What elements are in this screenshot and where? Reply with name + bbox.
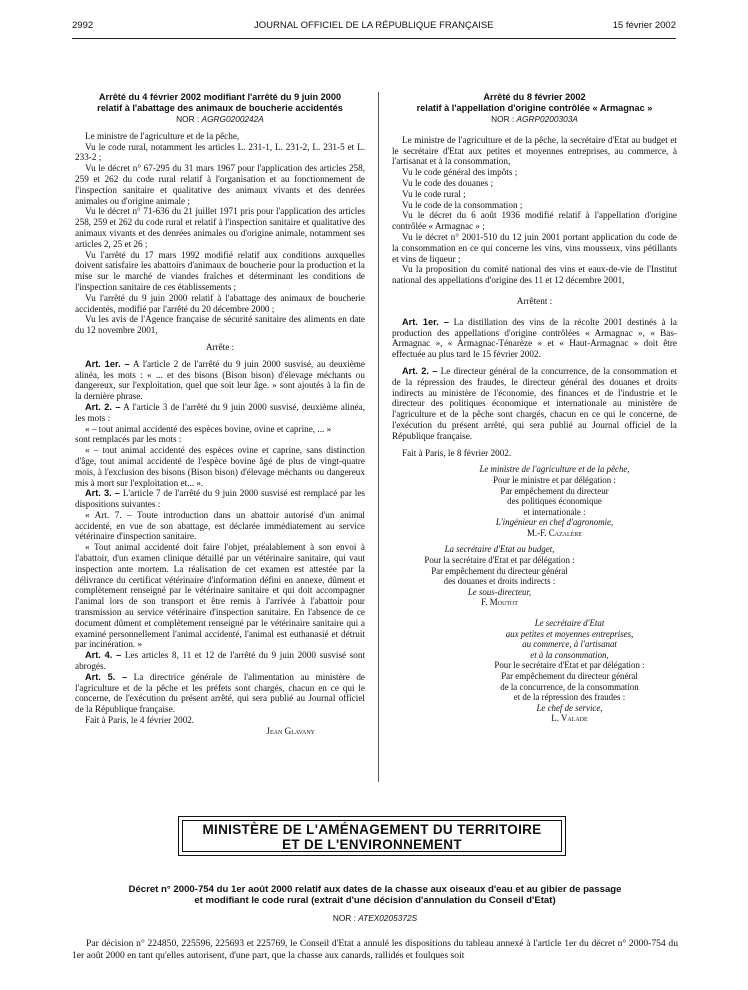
decree-title-line1: Décret n° 2000-754 du 1er août 2000 relatif aux dates de la chasse aux oiseaux d'eau et au gibier de passage [128,884,622,895]
page-header [72,20,676,34]
sig-line: et de la répression des fraudes : [513,692,626,703]
ministry-box [178,816,566,856]
article-label: Art. 2. – [402,365,438,376]
sig-line: Par empêchement du directeur général [501,671,638,681]
sig-line: et internationale : [523,506,586,517]
left-column [75,92,365,737]
sig-line: Le ministre de l'agriculture et de la pêche, [479,464,630,475]
ministry-line1: MINISTÈRE DE L'AMÉNAGEMENT DU TERRITOIRE [202,822,542,837]
article-text: Le directeur général de la concurrence, de la consommation et de la répression des fraudes, le directeur général des douanes et droits indirects au ministère de l'économie, des finances et de l'industrie et le directeur des politiques économique et internationale au ministère de l'agriculture et de la pêche sont chargés, chacun en ce qui le concerne, de l'exécution du présent arrêté, qui sera publié au Journal officiel de la République française. [392,365,678,441]
signature-block-budget [392,544,677,608]
right-para: Vu le code de la consommation ; [402,199,523,210]
right-para: Vu le décret du 6 août 1936 modifié relatif à l'appellation d'origine contrôlée « Armagnac » ; [392,210,677,232]
ministry-line2: ET DE L'ENVIRONNEMENT [282,837,462,852]
left-signature: Jean Glavany [266,725,315,736]
article-text: La distillation des vins de la récolte 2001 destinés à la production des appellations d'origine contrôlées « Armagnac », « Bas-Armagnac », « Armagnac-Ténarèze » et « Haut-Armagnac » doit être effectuée au plus tard le 15 février 2002. [392,316,677,360]
left-quote: « Art. 7. – Toute introduction dans un abattoir autorisé d'un animal accidenté, en vue de son abattage, est déclarée immédiatement au service vétérinaire d'inspection sanitaire. [75,509,365,542]
right-para: Vu le décret n° 2001-510 du 12 juin 2001 portant application du code de la consommation en ce qui concerne les vins, vins mousseux, vins pétillants et vins de liqueur ; [392,231,677,264]
sig-name: L. Valade [551,713,588,724]
article-text: L'article 7 de l'arrêté du 9 juin 2000 susvisé est remplacé par les dispositions suivantes : [75,488,365,510]
right-para: Vu la proposition du comité national des vins et eaux-de-vie de l'Institut national des appellations d'origine des 11 et 12 décembre 2001, [392,264,677,286]
left-article-3 [75,488,365,510]
left-article-2 [75,402,365,424]
right-para: Le ministre de l'agriculture et de la pêche, la secrétaire d'Etat au budget et le secrétaire d'Etat aux petites et moyennes entreprises, au commerce, à l'artisanat et à la consommation, [392,134,677,167]
column-divider [378,92,379,782]
article-label: Art. 5. – [85,671,128,682]
right-article-2 [392,366,677,442]
right-article-1 [392,317,677,360]
sig-line: aux petites et moyennes entreprises, [505,628,634,639]
ministry-heading [182,820,562,852]
left-fait: Fait à Paris, le 4 février 2002. [85,715,195,726]
right-title-line2: relatif à l'appellation d'origine contrôlée « Armagnac » [416,102,653,113]
left-para: Vu l'arrêté du 17 mars 1992 modifié relatif aux conditions auxquelles doivent satisfaire les abattoirs d'animaux de boucherie pour la production et la mise sur le marché de viandes fraîches et déterminant les conditions de l'inspection sanitaire de ces établissements ; [75,249,365,292]
right-fait: Fait à Paris, le 8 février 2002. [402,447,512,458]
decree-title [72,884,678,906]
decree-title-line2: et modifiant le code rural (extrait d'une décision d'annulation du Conseil d'Etat) [194,895,556,906]
nor-code: AGRP0200303A [516,114,578,124]
sig-line: de la concurrence, de la consommation [500,681,639,692]
sig-line: Le secrétaire d'Etat [534,618,605,629]
decree-nor [72,913,678,923]
signature-block-commerce [392,618,677,724]
sig-line: Le chef de service, [536,702,603,713]
right-para: Vu le code général des impôts ; [402,167,518,178]
article-text: A l'article 2 de l'arrêté du 9 juin 2000 susvisé, au deuxième alinéa, les mots : « ... et des bisons (Bison bison) d'élevage méchants ou dangereux, sur l'exploitation, quel que soit leur âge. » sont ajoutés à la fin de la dernière phrase. [75,358,365,402]
article-label: Art. 1er. – [402,316,449,327]
nor-code: ATEX0205372S [358,913,418,923]
article-text: Les articles 8, 11 et 12 de l'arrêté du 9 juin 2000 susvisé sont abrogés. [75,650,365,672]
sig-line: et à la consommation, [530,649,609,660]
sig-line: des douanes et droits indirects : [443,576,556,587]
right-title-line1: Arrêté du 8 février 2002 [483,92,586,102]
left-replaced: sont remplacés par les mots : [75,434,182,445]
left-para: Vu l'arrêté du 9 juin 2000 relatif à l'abattage des animaux de boucherie accidentés, modifié par l'arrêté du 20 décembre 2000 ; [75,292,365,314]
sig-line: Par empêchement du directeur [500,485,609,496]
left-para: Vu le décret n° 71-636 du 21 juillet 1971 pris pour l'application des articles 258, 259 et 262 du code rural et relatif à l'inspection sanitaire et qualitative des animaux vivants et des denrées animales ou d'origine animale, notamment ses articles 2, 25 et 26 ; [75,206,365,249]
left-quote: « – tout animal accidenté des espèces bovine, ovine et caprine, ... » [85,423,332,434]
right-arretent: Arrêtent : [516,295,553,306]
nor-label: NOR : [176,114,200,124]
left-arrete: Arrête : [205,341,235,352]
article-label: Art. 3. – [85,488,120,499]
article-label: Art. 4. – [85,650,122,661]
left-article-5 [75,672,365,715]
right-column [392,92,677,724]
article-label: Art. 1er. – [85,358,130,369]
left-article-4 [75,650,365,672]
sig-line: Le sous-directeur, [467,586,532,597]
left-para: Le ministre de l'agriculture et de la pêche, [85,130,240,141]
journal-title: JOURNAL OFFICIEL DE LA RÉPUBLIQUE FRANÇAISE [254,20,494,31]
left-title-line2: relatif à l'abattage des animaux de boucherie accidentés [97,102,343,113]
left-quote: « Tout animal accidenté doit faire l'objet, préalablement à son envoi à l'abattoir, d'un examen clinique détaillé par un vétérinaire sanitaire, qui vaut inspection ante mortem. La réalisation de cet examen est attestée par la délivrance du certificat vétérinaire d'information défini en annexe, dûment et complètement renseigné par le vétérinaire sanitaire et qui doit accompagner l'animal lors de son transport et être remis à l'arrivée à l'abattoir pour transmission au service vétérinaire d'inspection sanitaire. En l'absence de ce document dûment et complètement renseigné par le vétérinaire sanitaire qui a examiné personnellement l'animal accidenté, l'animal est euthanasié et détruit par incinération. » [75,542,365,650]
right-para: Vu le code des douanes ; [402,177,494,188]
page-number: 2992 [72,20,94,31]
sig-line: Pour le secrétaire d'Etat et par délégation : [494,660,645,671]
sig-line: Pour la secrétaire d'Etat et par délégation : [424,555,575,566]
signature-block-minister [392,464,677,538]
nor-code: AGRG0200242A [201,114,264,124]
left-quote: « – tout animal accidenté des espèces ovine et caprine, sans distinction d'âge, tout animal accidenté de l'espèce bovine âgé de plus de vingt-quatre mois, à l'exclusion des bisons (Bison bison) d'élevage méchants ou dangereux mis à mort sur l'exploitation et... ». [75,445,365,488]
nor-label: NOR : [332,913,356,923]
left-nor [75,114,365,125]
sig-line: La secrétaire d'Etat au budget, [444,544,555,555]
sig-line: des politiques économique [507,496,602,507]
left-title-line1: Arrêté du 4 février 2002 modifiant l'arrêté du 9 juin 2000 [98,92,342,102]
right-nor [392,114,677,125]
article-label: Art. 2. – [85,401,121,412]
sig-line: Par empêchement du directeur général [431,565,568,576]
left-para: Vu les avis de l'Agence française de sécurité sanitaire des aliments en date du 12 novembre 2001, [75,314,365,336]
right-para: Vu le code rural ; [402,188,466,199]
issue-date: 15 février 2002 [612,20,676,31]
header-rule [72,38,676,39]
left-para: Vu le décret n° 67-295 du 31 mars 1967 pour l'application des articles 258, 259 et 262 du code rural relatif à l'organisation et au fonctionnement de l'inspection sanitaire et qualitative des animaux vivants et des denrées animales ou d'origine animale ; [75,163,365,206]
sig-name: M.-F. Cazalère [527,527,582,538]
sig-line: L'ingénieur en chef d'agronomie, [495,517,614,528]
sig-line: au commerce, à l'artisanat [522,639,617,650]
article-text: La directrice générale de l'alimentation au ministère de l'agriculture et de la pêche et les préfets sont chargés, chacun en ce qui le concerne, de l'exécution du présent arrêté, qui sera publié au Journal officiel de la République française. [75,671,366,715]
nor-label: NOR : [491,114,515,124]
decree-body: Par décision n° 224850, 225596, 225693 et 225769, le Conseil d'Etat a annulé les dispositions du tableau annexé à l'article 1er du décret n° 2000-754 du 1er août 2000 en tant qu'elles autorisent, d'une part, que la chasse aux canards, rallidés et foulques soit [72,938,678,961]
article-text: A l'article 3 de l'arrêté du 9 juin 2000 susvisé, deuxième alinéa, les mots : [75,401,365,423]
sig-line: Pour le ministre et par délégation : [493,474,616,485]
left-para: Vu le code rural, notamment les articles L. 231-1, L. 231-2, L. 231-5 et L. 233-2 ; [75,141,365,163]
sig-name: F. Moutot [481,597,518,608]
left-article-1 [75,359,365,402]
